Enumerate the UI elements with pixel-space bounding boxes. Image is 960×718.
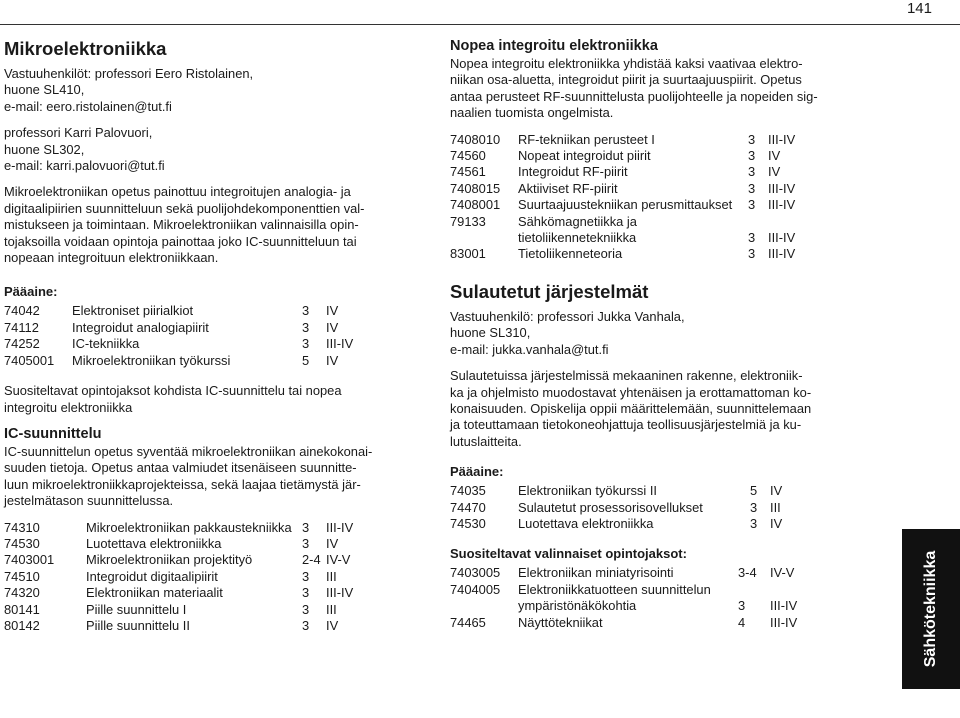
text-line: Mikroelektroniikan opetus painottuu integroitujen analogia- ja bbox=[4, 184, 351, 200]
page-number: 141 bbox=[906, 0, 932, 17]
course-row bbox=[450, 148, 850, 164]
text-line: Nopea integroitu elektroniikka yhdistää kaksi vaativaa elektro- bbox=[450, 56, 803, 71]
course-name: Mikroelektroniikan projektityö bbox=[86, 552, 253, 568]
course-credits bbox=[748, 214, 768, 230]
course-row bbox=[450, 500, 850, 516]
contact-line: Vastuuhenkilö: professori Jukka Vanhala, bbox=[450, 308, 685, 324]
course-code: 80141 bbox=[4, 601, 40, 617]
course-row bbox=[4, 552, 412, 568]
course-name: Luotettava elektroniikka bbox=[86, 535, 222, 551]
course-code: 74510 bbox=[4, 568, 40, 584]
course-level: IV bbox=[770, 483, 783, 499]
course-name: Elektroniikan miniatyrisointi bbox=[518, 565, 674, 581]
course-credits: 2-4 bbox=[302, 552, 321, 568]
embedded-systems-title: Sulautetut järjestelmät bbox=[450, 280, 649, 302]
course-name: Sähkömagnetiikka ja bbox=[518, 213, 637, 229]
course-credits: 3 bbox=[748, 180, 756, 196]
course-name: Piille suunnittelu II bbox=[86, 617, 190, 633]
course-name: Mikroelektroniikan pakkaustekniikka bbox=[86, 519, 292, 535]
course-row bbox=[450, 483, 850, 499]
course-credits: 3 bbox=[750, 499, 758, 515]
course-credits: 3 bbox=[302, 319, 310, 335]
course-row bbox=[450, 246, 850, 262]
contact-line: professori Karri Palovuori, bbox=[4, 125, 153, 141]
course-credits: 5 bbox=[750, 483, 758, 499]
course-level: III-IV bbox=[326, 336, 354, 352]
course-row bbox=[450, 181, 850, 197]
course-row bbox=[450, 197, 850, 213]
course-row bbox=[4, 585, 412, 601]
course-name: Elektroniikan työkurssi II bbox=[518, 483, 657, 499]
course-level: IV bbox=[770, 515, 783, 531]
course-credits: 3-4 bbox=[738, 565, 757, 581]
course-credits: 3 bbox=[738, 598, 746, 614]
course-row bbox=[4, 303, 412, 319]
course-code: 7403005 bbox=[450, 565, 501, 581]
course-row bbox=[450, 615, 850, 631]
course-credits: 3 bbox=[748, 197, 756, 213]
text-line: integroitu elektroniikka bbox=[4, 399, 133, 415]
course-name: Näyttötekniikat bbox=[518, 614, 603, 630]
course-credits: 3 bbox=[302, 601, 310, 617]
text-line: luun mikroelektroniikkaprojekteissa, sekä laajaa tietämystä jär- bbox=[4, 476, 361, 492]
recommendation-paragraph bbox=[4, 383, 412, 416]
text-line: Sulautetuissa järjestelmissä mekaaninen rakenne, elektroniik- bbox=[450, 368, 803, 384]
course-name: Luotettava elektroniikka bbox=[518, 515, 654, 531]
course-level: III bbox=[770, 499, 781, 515]
course-level: III-IV bbox=[768, 131, 796, 147]
course-code: 74561 bbox=[450, 164, 486, 180]
text-line: Suositeltavat opintojaksot kohdista IC-suunnittelu tai nopea bbox=[4, 383, 342, 399]
elective-course-table bbox=[450, 565, 850, 631]
contact-line: e-mail: jukka.vanhala@tut.fi bbox=[450, 341, 609, 357]
contact-line: huone SL310, bbox=[450, 325, 531, 341]
text-line: digitaalipiirien suunnitteluun sekä puolijohdekomponenttien val- bbox=[4, 200, 365, 216]
course-code bbox=[450, 230, 518, 246]
text-line: konaisuuden. Opiskelija oppii määrittelemään, suunnittelemaan bbox=[450, 400, 812, 416]
left-column bbox=[4, 38, 412, 634]
course-row bbox=[450, 516, 850, 532]
major-course-table bbox=[4, 303, 412, 369]
course-credits: 3 bbox=[302, 519, 310, 535]
course-credits: 3 bbox=[302, 336, 310, 352]
course-level: III-IV bbox=[768, 230, 796, 246]
course-code: 83001 bbox=[450, 246, 486, 262]
course-level: IV bbox=[326, 319, 339, 335]
section-title-microelectronics: Mikroelektroniikka bbox=[4, 38, 167, 59]
course-row bbox=[4, 569, 412, 585]
right-column bbox=[450, 38, 850, 631]
text-line: ja toteuttamaan tietokoneohjattuja teollisuusjärjestelmiä ja ku- bbox=[450, 417, 802, 433]
course-level: III-IV bbox=[768, 180, 796, 196]
course-credits: 3 bbox=[748, 164, 756, 180]
course-code: 74465 bbox=[450, 614, 486, 630]
course-code: 74560 bbox=[450, 148, 486, 164]
course-credits: 3 bbox=[302, 617, 310, 633]
course-level: III-IV bbox=[770, 598, 798, 614]
contact-line: e-mail: eero.ristolainen@tut.fi bbox=[4, 98, 172, 114]
course-name: Sulautetut prosessorisovellukset bbox=[518, 499, 703, 515]
elective-heading: Suositeltavat valinnaiset opintojaksot: bbox=[450, 546, 687, 562]
course-row bbox=[450, 565, 850, 581]
course-code: 74112 bbox=[4, 319, 39, 335]
fast-electronics-paragraph bbox=[450, 56, 850, 122]
contact-line: huone SL410, bbox=[4, 82, 85, 98]
course-row bbox=[4, 520, 412, 536]
course-level: IV bbox=[326, 303, 339, 319]
course-level: IV bbox=[326, 535, 339, 551]
course-row bbox=[4, 536, 412, 552]
course-name: Integroidut analogiapiirit bbox=[72, 319, 209, 335]
course-code: 7403001 bbox=[4, 552, 55, 568]
contact-block-1 bbox=[4, 66, 412, 115]
ic-design-heading: IC-suunnittelu bbox=[4, 425, 102, 442]
major-heading: Pääaine: bbox=[4, 284, 58, 300]
course-name: Nopeat integroidut piirit bbox=[518, 148, 651, 164]
course-level bbox=[768, 214, 850, 230]
course-code: 74470 bbox=[450, 499, 486, 515]
course-code: 7405001 bbox=[4, 352, 55, 368]
course-name: ympäristönäkökohtia bbox=[518, 598, 637, 614]
course-credits: 3 bbox=[748, 246, 756, 262]
text-line: ka ja ohjelmisto muodostavat yhtenäisen ja erottamattoman ko- bbox=[450, 384, 812, 400]
course-code: 74310 bbox=[4, 519, 40, 535]
chapter-side-tab-label: Sähkötekniikka bbox=[922, 550, 939, 668]
fast-electronics-heading: Nopea integroitu elektroniikka bbox=[450, 38, 658, 54]
course-row bbox=[4, 602, 412, 618]
text-line: naalien tuomista ongelmista. bbox=[450, 105, 614, 121]
ic-design-paragraph bbox=[4, 444, 412, 510]
course-row bbox=[450, 598, 850, 614]
text-line: nopeaan integroituun elektroniikkaan. bbox=[4, 250, 219, 266]
course-name: Piille suunnittelu I bbox=[86, 601, 187, 617]
course-code: 7408015 bbox=[450, 180, 501, 196]
course-credits: 3 bbox=[302, 568, 310, 584]
course-name: Suurtaajuustekniikan perusmittaukset bbox=[518, 197, 733, 213]
ic-course-table bbox=[4, 520, 412, 635]
header-rule bbox=[0, 24, 960, 25]
course-level: IV-V bbox=[326, 552, 351, 568]
course-level: III-IV bbox=[768, 246, 796, 262]
major-heading: Pääaine: bbox=[450, 464, 504, 480]
course-row bbox=[4, 320, 412, 336]
course-credits: 3 bbox=[748, 148, 756, 164]
contact-line: Vastuuhenkilöt: professori Eero Ristolainen, bbox=[4, 66, 254, 81]
course-credits: 3 bbox=[302, 303, 310, 319]
course-row bbox=[450, 230, 850, 246]
course-credits: 3 bbox=[748, 131, 756, 147]
course-name: Integroidut RF-piirit bbox=[518, 164, 628, 180]
text-line: tojaksoilla voidaan opintoja painottaa joko IC-suunnitteluun tai bbox=[4, 233, 357, 249]
course-row bbox=[450, 582, 850, 598]
course-code bbox=[450, 598, 518, 614]
course-row bbox=[4, 618, 412, 634]
intro-paragraph bbox=[4, 184, 412, 266]
course-level: IV-V bbox=[770, 565, 795, 581]
course-level: IV bbox=[768, 148, 781, 164]
course-credits: 4 bbox=[738, 614, 746, 630]
course-level: IV bbox=[326, 617, 339, 633]
course-name: IC-tekniikka bbox=[72, 336, 140, 352]
course-name: Elektroniikan materiaalit bbox=[86, 585, 223, 601]
course-row bbox=[4, 336, 412, 352]
course-name: Elektroniset piirialkiot bbox=[72, 303, 194, 319]
text-line: lutuslaitteita. bbox=[450, 433, 522, 449]
course-code: 79133 bbox=[450, 213, 486, 229]
course-name: tietoliikennetekniikka bbox=[518, 230, 637, 246]
course-level: III-IV bbox=[770, 614, 798, 630]
contact-line: e-mail: karri.palovuori@tut.fi bbox=[4, 158, 165, 174]
course-name: Elektroniikkatuotteen suunnittelun bbox=[518, 581, 711, 597]
embedded-paragraph bbox=[450, 368, 850, 450]
chapter-side-tab bbox=[902, 529, 960, 689]
course-code: 7404005 bbox=[450, 581, 501, 597]
course-credits: 5 bbox=[302, 352, 310, 368]
course-credits: 3 bbox=[750, 515, 758, 531]
course-level: III-IV bbox=[326, 519, 354, 535]
course-row bbox=[4, 353, 412, 369]
course-code: 74035 bbox=[450, 483, 486, 499]
course-code: 74252 bbox=[4, 336, 40, 352]
course-code: 74320 bbox=[4, 585, 40, 601]
course-name: Mikroelektroniikan työkurssi bbox=[72, 352, 231, 368]
contact-line: huone SL302, bbox=[4, 141, 85, 157]
course-name: Integroidut digitaalipiirit bbox=[86, 568, 218, 584]
text-line: antaa perusteet RF-suunnittelusta puolijohteelle ja nopeiden sig- bbox=[450, 88, 818, 104]
course-code: 80142 bbox=[4, 617, 40, 633]
course-level: IV bbox=[326, 352, 339, 368]
course-level bbox=[770, 582, 850, 598]
course-code: 74530 bbox=[4, 535, 40, 551]
course-level: III bbox=[326, 568, 337, 584]
text-line: suuden tietoja. Opetus antaa valmiudet itsenäiseen suunnitte- bbox=[4, 460, 357, 476]
course-code: 7408001 bbox=[450, 197, 501, 213]
course-level: III-IV bbox=[326, 585, 354, 601]
course-credits: 3 bbox=[748, 230, 756, 246]
text-line: mistukseen ja toimintaan. Mikroelektroniikan valinnaisilla opin- bbox=[4, 217, 359, 233]
course-credits bbox=[738, 582, 770, 598]
fast-course-table bbox=[450, 132, 850, 263]
course-code: 74530 bbox=[450, 515, 486, 531]
course-code: 74042 bbox=[4, 303, 40, 319]
text-line: niikan osa-aluetta, integroidut piirit ja suurtaajuuspiirit. Opetus bbox=[450, 72, 802, 88]
course-level: III-IV bbox=[768, 197, 796, 213]
course-credits: 3 bbox=[302, 585, 310, 601]
course-row bbox=[450, 164, 850, 180]
course-credits: 3 bbox=[302, 535, 310, 551]
course-row bbox=[450, 214, 850, 230]
embedded-major-table bbox=[450, 483, 850, 532]
course-level: III bbox=[326, 601, 337, 617]
text-line: IC-suunnittelun opetus syventää mikroelektroniikan ainekokonai- bbox=[4, 443, 373, 459]
course-name: RF-tekniikan perusteet I bbox=[518, 131, 655, 147]
course-code: 7408010 bbox=[450, 131, 501, 147]
contact-block-2 bbox=[4, 125, 412, 174]
course-level: IV bbox=[768, 164, 781, 180]
course-name: Aktiiviset RF-piirit bbox=[518, 180, 618, 196]
course-row bbox=[450, 132, 850, 148]
course-name: Tietoliikenneteoria bbox=[518, 246, 623, 262]
text-line: jestelmätason suunnittelussa. bbox=[4, 493, 174, 509]
embedded-contact-block bbox=[450, 309, 850, 358]
